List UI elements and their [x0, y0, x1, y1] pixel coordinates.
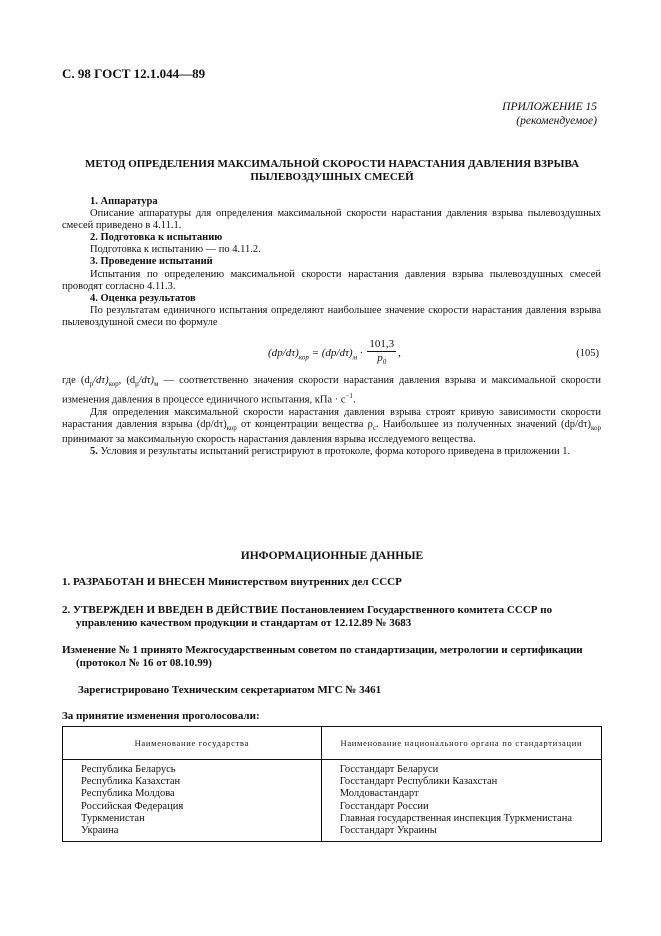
document-title: МЕТОД ОПРЕДЕЛЕНИЯ МАКСИМАЛЬНОЙ СКОРОСТИ НАРАСТАНИЯ ДАВЛЕНИЯ ВЗРЫВА ПЫЛЕВОЗДУШНЫХ СМЕСЕЙ — [84, 158, 580, 183]
protocol-paragraph: 5. Условия и результаты испытаний регистрируют в протоколе, форма которого приведена в приложении 1. — [90, 446, 571, 458]
table-header-row — [63, 727, 602, 760]
appendix-number: ПРИЛОЖЕНИЕ 15 — [502, 101, 597, 113]
info-registered: Зарегистрировано Техническим секретариатом МГС № 3461 — [78, 684, 382, 696]
table-row — [63, 760, 602, 842]
section-heading-3: 3. Проведение испытаний — [90, 256, 213, 268]
where-paragraph: где $(d_p/d\tau)_{кор}$, $(d_p/d\tau)_м$ — соответственно значения скорости нарастания давления взрыва и максимальной скорости изменения давления в процессе единичного испытания, кПа · $с^{-1}$. — [62, 375, 602, 406]
formula-left: (dp/dτ) — [268, 347, 299, 360]
table-header-state: Наименование государства — [63, 727, 322, 760]
formula-comma: , — [398, 347, 401, 360]
formula-fraction — [367, 338, 396, 369]
voting-table — [62, 726, 602, 842]
table-bodies-cell: Госстандарт Беларуси Госстандарт Республики Казахстан Молдовастандарт Госстандарт России Главная государственная инспекция Туркменистана Госстандарт Украины — [321, 760, 601, 842]
formula-middle: = (dp/dτ) — [311, 347, 353, 360]
formula-dot: · — [359, 347, 363, 360]
info-item-1: 1. РАЗРАБОТАН И ВНЕСЕН Министерством внутренних дел СССР — [62, 576, 402, 588]
formula-denominator: $p_0$ — [377, 352, 387, 367]
table-header-body: Наименование национального органа по стандартизации — [321, 727, 601, 760]
curve-paragraph: Для определения максимальной скорости нарастания давления взрыва строят кривую зависимости скорости нарастания давления взрыва $(dp/d\tau)_{кор}$ от концентрации вещества $\rho_с$. Наибольшее из полученных значений $(dp/d\tau)_{кор}$ принимают за максимальную скорость нарастания давления взрыва исследуемого вещества. — [62, 406, 601, 446]
section-text-3: Испытания по определению максимальной скорости нарастания давления взрыва пылевоздушных смесей проводят согласно 4.11.3. — [62, 268, 601, 292]
page-header: С. 98 ГОСТ 12.1.044—89 — [62, 66, 206, 81]
section-text-2: Подготовка к испытанию — по 4.11.2. — [90, 244, 261, 256]
table-states-cell: Республика Беларусь Республика Казахстан Республика Молдова Российская Федерация Туркменистан Украина — [63, 760, 322, 842]
info-change: Изменение № 1 принято Межгосударственным советом по стандартизации, метрологии и сертификации (протокол № 16 от 08.10.99) — [62, 644, 583, 669]
formula-middle-sub: м — [352, 353, 358, 362]
formula-left-sub: кор — [298, 353, 309, 362]
formula-number: (105) — [576, 348, 599, 359]
section-text-4: По результатам единичного испытания определяют наибольшее значение скорости нарастания давления взрыва пылевоздушной смеси по формуле — [62, 304, 601, 328]
formula-numerator: 101,3 — [369, 338, 395, 350]
section-heading-4: 4. Оценка результатов — [90, 292, 196, 304]
appendix-label — [502, 100, 597, 128]
sections-block — [62, 196, 601, 329]
info-title: ИНФОРМАЦИОННЫЕ ДАННЫЕ — [240, 550, 424, 562]
section-text-1: Описание аппаратуры для определения максимальной скорости нарастания давления взрыва пылевоздушных смесей приведено в 4.11.1. — [62, 208, 601, 232]
formula-explanation — [62, 375, 601, 458]
section-heading-2: 2. Подготовка к испытанию — [90, 232, 223, 244]
formula-105 — [268, 338, 401, 369]
info-item-2: 2. УТВЕРЖДЕН И ВВЕДЕН В ДЕЙСТВИЕ Постановлением Государственного комитета СССР по управлению качеством продукции и стандартам от 12.12.89 № 3683 — [62, 604, 553, 629]
info-voted: За принятие изменения проголосовали: — [62, 710, 260, 722]
section-heading-1: 1. Аппаратура — [90, 196, 158, 207]
appendix-note: (рекомендуемое) — [516, 115, 597, 127]
